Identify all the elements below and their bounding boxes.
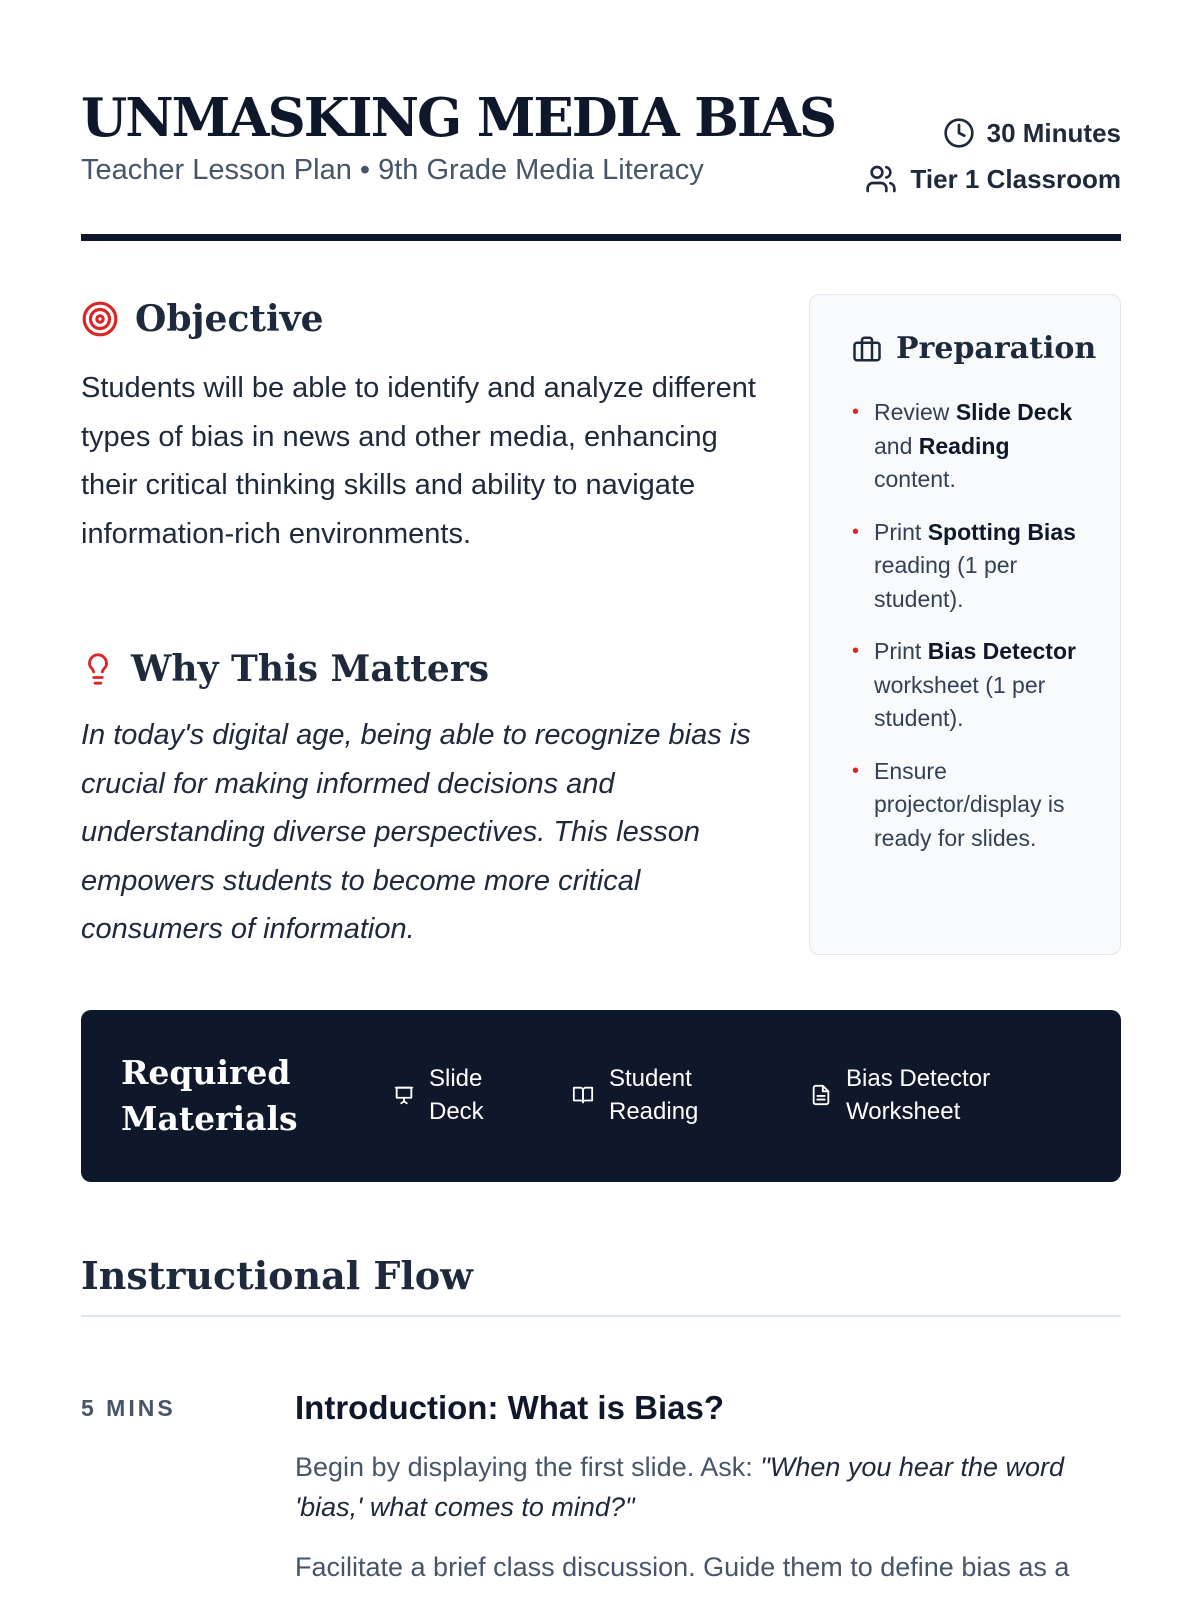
preparation-item: • Print Spotting Bias reading (1 per student). [852,516,1090,617]
why-heading-text: Why This Matters [131,648,490,690]
book-icon [571,1084,595,1106]
presentation-icon [393,1084,415,1106]
step-duration: 5 MINS [81,1395,176,1421]
objective-heading [81,298,324,340]
material-student-reading: Student Reading [571,1062,698,1128]
document-icon [810,1083,832,1107]
preparation-item: • Review Slide Deck and Reading content. [852,396,1090,497]
header-divider [81,234,1121,241]
duration-row [864,110,1121,156]
tier-label: Tier 1 Classroom [910,163,1121,194]
preparation-panel [809,294,1121,955]
why-heading [81,648,489,690]
preparation-item: • Ensure projector/display is ready for slides. [852,755,1090,856]
step-title: Introduction: What is Bias? [295,1389,724,1426]
lesson-meta [864,110,1121,202]
lightbulb-icon [81,649,115,689]
step-instruction: Begin by displaying the first slide. Ask: "When you hear the word 'bias,' what comes to mind?" [295,1452,1064,1522]
duration-label: 30 Minutes [986,117,1121,148]
why-text: In today's digital age, being able to recognize bias is crucial for making informed decisions and understanding diverse perspectives. This lesson empowers students to become more critical consumers of information. [81,719,751,945]
preparation-list [852,396,1090,855]
page-title: UNMASKING MEDIA BIAS [81,87,836,149]
briefcase-icon [852,334,882,364]
material-bias-detector-worksheet: Bias Detector Worksheet [810,1062,990,1128]
objective-text: Students will be able to identify and analyze different types of bias in news and other media, enhancing their critical thinking skills and ability to navigate information-rich environments. [81,372,756,550]
material-slide-deck: Slide Deck [393,1062,484,1128]
header [81,82,1121,242]
flow-divider [81,1315,1121,1317]
objective-heading-text: Objective [135,298,324,340]
preparation-heading-text: Preparation [896,331,1097,366]
target-icon [81,300,119,338]
required-materials-bar [81,1010,1121,1182]
page-subtitle: Teacher Lesson Plan • 9th Grade Media Literacy [81,154,704,186]
instructional-flow-heading: Instructional Flow [81,1253,473,1298]
step-facilitation: Facilitate a brief class discussion. Guide them to define bias as a [295,1552,1070,1582]
clock-icon [943,117,975,149]
preparation-item: • Print Bias Detector worksheet (1 per student). [852,635,1090,736]
preparation-heading [852,331,1097,366]
materials-heading: Required Materials [121,1053,298,1138]
users-icon [864,163,898,195]
tier-row [864,156,1121,202]
